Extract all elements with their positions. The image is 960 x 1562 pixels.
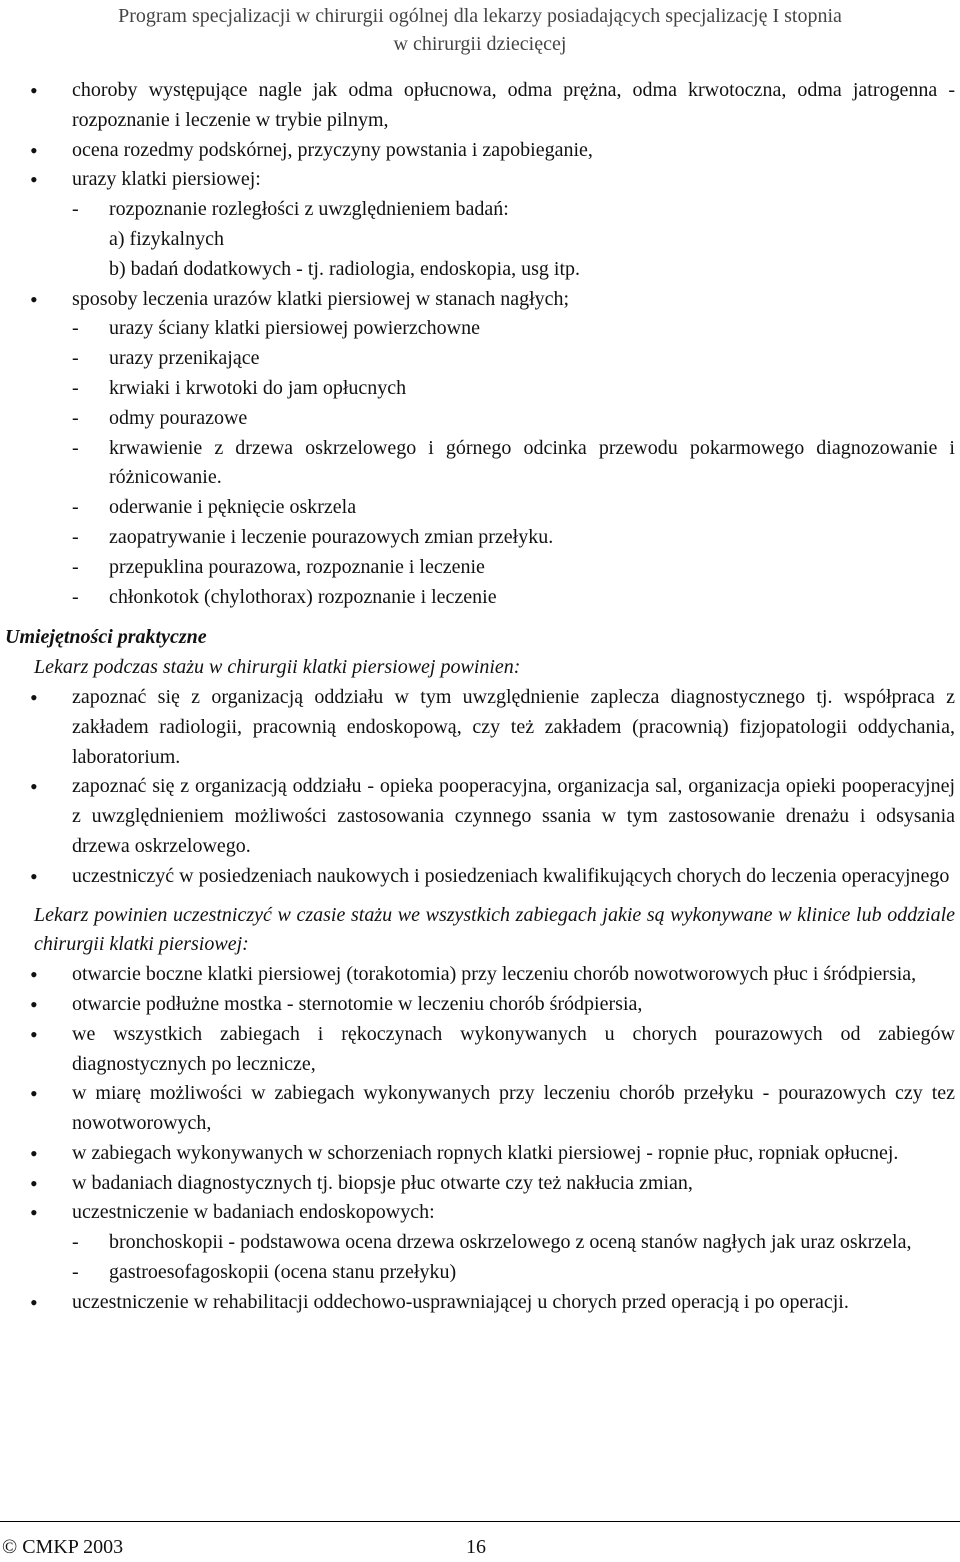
list-item: • uczestniczenie w rehabilitacji oddechowo-usprawniającej u chorych przed operacją i po operacji. bbox=[0, 1288, 960, 1318]
section-intro: Lekarz powinien uczestniczyć w czasie stażu we wszystkich zabiegach jakie są wykonywane w klinice lub oddziale chirurgii klatki piersiowej: bbox=[34, 903, 955, 956]
list-item: • zapoznać się z organizacją oddziału w tym uwzględnienie zaplecza diagnostycznego tj. współpraca z zakładem radiologii, pracownią endoskopową, czy też zakładem (pracownią) fizjopatologii oddychania, laboratorium. bbox=[0, 683, 960, 772]
dash-item: - bronchoskopii - podstawowa ocena drzewa oskrzelowego z oceną stanów nagłych jak uraz oskrzela, bbox=[0, 1228, 960, 1258]
header-line-1: Program specjalizacji w chirurgii ogólnej dla lekarzy posiadających specjalizację I stopnia bbox=[118, 5, 842, 27]
dash-item: - krwiaki i krwotoki do jam opłucnych bbox=[0, 374, 960, 404]
page-number: 16 bbox=[466, 1536, 486, 1558]
sub-item-a: a) fizykalnych bbox=[109, 227, 224, 250]
dash-item: - odmy pourazowe bbox=[0, 404, 960, 434]
section-intro: Lekarz podczas stażu w chirurgii klatki piersiowej powinien: bbox=[34, 656, 521, 679]
dash-item: - chłonkotok (chylothorax) rozpoznanie i leczenie bbox=[0, 583, 960, 613]
list-item: • choroby występujące nagle jak odma opłucnowa, odma prężna, odma krwotoczna, odma jatrogenna - rozpoznanie i leczenie w trybie pilnym, bbox=[0, 76, 960, 136]
list-item: • sposoby leczenia urazów klatki piersiowej w stanach nagłych; bbox=[0, 285, 960, 315]
list-item: • w miarę możliwości w zabiegach wykonywanych przy leczeniu chorób przełyku - pourazowych czy tez nowotworowych, bbox=[0, 1079, 960, 1139]
list-item: • uczestniczyć w posiedzeniach naukowych i posiedzeniach kwalifikujących chorych do leczenia operacyjnego bbox=[0, 862, 960, 892]
page-footer bbox=[0, 1521, 960, 1562]
dash-item: - przepuklina pourazowa, rozpoznanie i leczenie bbox=[0, 553, 960, 583]
document-body bbox=[0, 76, 960, 1318]
section-heading: Umiejętności praktyczne bbox=[5, 626, 207, 649]
list-item: • urazy klatki piersiowej: bbox=[0, 165, 960, 195]
dash-item: - urazy przenikające bbox=[0, 344, 960, 374]
list-item: • w zabiegach wykonywanych w schorzeniach ropnych klatki piersiowej - ropnie płuc, ropniak opłucnej. bbox=[0, 1139, 960, 1169]
sub-item-b: b) badań dodatkowych - tj. radiologia, endoskopia, usg itp. bbox=[109, 257, 581, 280]
copyright-text: © CMKP 2003 bbox=[2, 1536, 124, 1558]
dash-item: - krwawienie z drzewa oskrzelowego i górnego odcinka przewodu pokarmowego diagnozowanie i różnicowanie. bbox=[0, 434, 960, 494]
page-header bbox=[0, 2, 960, 58]
list-item: • ocena rozedmy podskórnej, przyczyny powstania i zapobieganie, bbox=[0, 136, 960, 166]
list-item: • w badaniach diagnostycznych tj. biopsje płuc otwarte czy też nakłucia zmian, bbox=[0, 1169, 960, 1199]
dash-item: - rozpoznanie rozległości z uwzględnieniem badań: bbox=[0, 195, 960, 225]
list-item: • uczestniczenie w badaniach endoskopowych: bbox=[0, 1198, 960, 1228]
header-line-2: w chirurgii dziecięcej bbox=[393, 33, 567, 55]
list-item: • otwarcie boczne klatki piersiowej (torakotomia) przy leczeniu chorób nowotworowych płuc i śródpiersia, bbox=[0, 960, 960, 990]
dash-item: - oderwanie i pęknięcie oskrzela bbox=[0, 493, 960, 523]
list-item: • zapoznać się z organizacją oddziału - opieka pooperacyjna, organizacja sal, organizacja opieki pooperacyjnej z uwzględnieniem możliwości zastosowania czynnego ssania w tym zastosowanie drenażu i odsysania drzewa oskrzelowego. bbox=[0, 772, 960, 861]
list-item: • otwarcie podłużne mostka - sternotomie w leczeniu chorób śródpiersia, bbox=[0, 990, 960, 1020]
list-item: • we wszystkich zabiegach i rękoczynach wykonywanych u chorych pourazowych od zabiegów diagnostycznych po lecznicze, bbox=[0, 1020, 960, 1080]
dash-item: - zaopatrywanie i leczenie pourazowych zmian przełyku. bbox=[0, 523, 960, 553]
dash-item: - gastroesofagoskopii (ocena stanu przełyku) bbox=[0, 1258, 960, 1288]
dash-item: - urazy ściany klatki piersiowej powierzchowne bbox=[0, 314, 960, 344]
